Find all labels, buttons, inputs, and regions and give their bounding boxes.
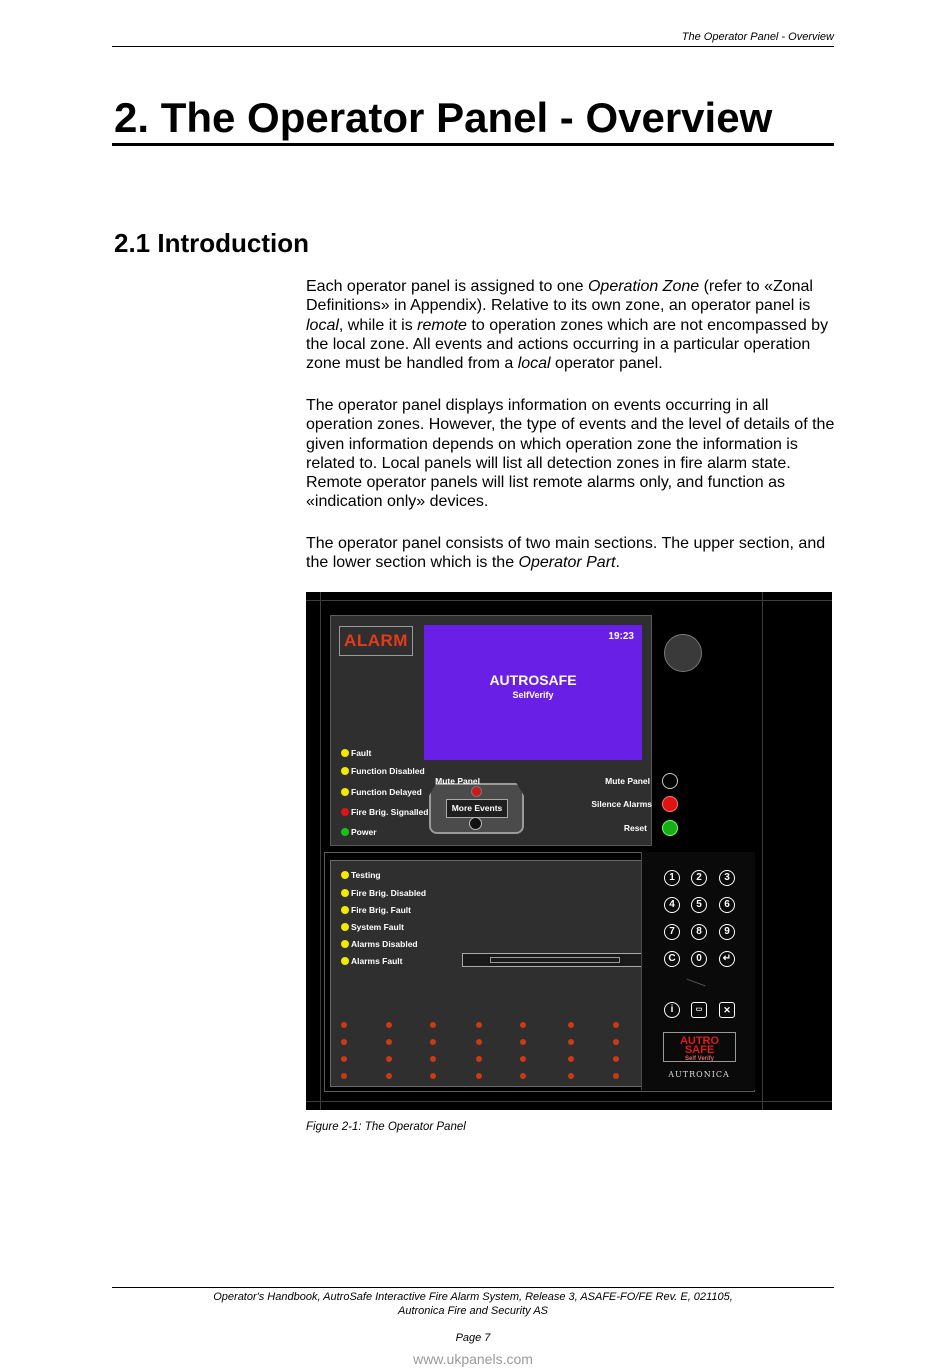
header-rule: [112, 46, 834, 47]
frame-line: [762, 592, 763, 1110]
alarm-indicator: ALARM: [339, 626, 413, 656]
autrosafe-logo: [663, 1032, 736, 1062]
led-icon: [341, 808, 349, 816]
led-label: Function Delayed: [351, 787, 422, 797]
zone-led: [386, 1073, 392, 1079]
footer-rule: [112, 1287, 834, 1288]
led-icon: [341, 749, 349, 757]
lower-section: [330, 860, 650, 1087]
logo-line-1: AUTRO: [679, 1035, 720, 1047]
led-icon: [341, 871, 349, 879]
p3-operator-part: Operator Part: [518, 554, 616, 572]
p1-operation-zone: Operation Zone: [587, 278, 700, 295]
zone-led: [341, 1073, 347, 1079]
keypad-key: 9: [719, 924, 735, 940]
p1-local: local: [306, 316, 339, 334]
zone-led: [613, 1039, 619, 1045]
led-label: Testing: [351, 870, 381, 880]
zone-led: [568, 1022, 574, 1028]
page-number: Page 7: [455, 1332, 491, 1344]
led-icon: [341, 940, 349, 948]
operator-panel-figure: [306, 592, 832, 1110]
zone-led: [386, 1022, 392, 1028]
keypad-key: 2: [691, 870, 707, 886]
reset-label: Reset: [623, 823, 647, 833]
zone-led: [430, 1073, 436, 1079]
frame-line: [306, 1101, 832, 1102]
screen-clock: 19:23: [608, 631, 634, 642]
led-icon: [341, 906, 349, 914]
keypad-key: 6: [719, 897, 735, 913]
footer-line-1: Operator's Handbook, AutroSafe Interactive Fire Alarm System, Release 3, ASAFE-FO/FE Rev. E, 021105,: [213, 1291, 733, 1303]
p1-remote: remote: [417, 316, 467, 334]
frame-line: [306, 600, 832, 601]
keypad-key: 8: [691, 924, 707, 940]
upper-section: [330, 615, 652, 846]
zone-led: [520, 1039, 526, 1045]
keypad-key: C: [664, 951, 680, 967]
zone-led: [341, 1039, 347, 1045]
zone-led: [430, 1056, 436, 1062]
led-icon: [341, 788, 349, 796]
watermark: www.ukpanels.com: [413, 1351, 533, 1367]
book-icon: ▭: [691, 1002, 707, 1018]
logo-line-2: SAFE: [684, 1044, 715, 1056]
zone-led: [386, 1056, 392, 1062]
zone-led: [341, 1056, 347, 1062]
p1-text-d: to operation zones which are not encompassed by the local zone. All events and actions occurring in a particular operation zone must be handled from a: [306, 316, 829, 373]
zone-led: [520, 1056, 526, 1062]
keypad-key: 3: [719, 870, 735, 886]
keypad-section: [641, 852, 755, 1090]
display-screen: [424, 625, 642, 760]
led-icon: [341, 923, 349, 931]
mute-panel-label: Mute Panel: [435, 776, 480, 786]
zone-led: [520, 1073, 526, 1079]
keypad-key: 5: [691, 897, 707, 913]
title-rule: [112, 143, 834, 146]
led-icon: [341, 957, 349, 965]
zone-led: [568, 1056, 574, 1062]
silence-alarms-button: [662, 796, 678, 812]
zone-led: [476, 1073, 482, 1079]
zone-led: [613, 1056, 619, 1062]
mute-panel-button: [662, 773, 678, 789]
keypad-key: 4: [664, 897, 680, 913]
p1-text-b: (refer to «Zonal Definitions» in Appendix). Relative to its own zone, an operator panel is: [306, 278, 813, 315]
footer-line-2: Autronica Fire and Security AS: [398, 1305, 548, 1317]
zone-led: [568, 1039, 574, 1045]
more-events-knob: [469, 817, 482, 830]
paragraph-1: [306, 277, 836, 373]
paragraph-3: [306, 534, 836, 573]
led-label: Fault: [351, 748, 372, 758]
reset-button: [662, 820, 678, 836]
zone-led: [341, 1022, 347, 1028]
zone-led: [476, 1022, 482, 1028]
keypad-key: ↵: [719, 951, 735, 967]
info-icon: i: [664, 1002, 680, 1018]
buzzer-icon: [664, 634, 702, 672]
zone-led: [613, 1022, 619, 1028]
printer-slot: [462, 953, 646, 967]
chapter-title: 2. The Operator Panel - Overview: [114, 94, 773, 141]
zone-led: [476, 1056, 482, 1062]
zone-led: [476, 1039, 482, 1045]
p1-local-2: local: [517, 355, 551, 373]
led-label: Fire Brig. Fault: [351, 905, 411, 915]
zone-led: [613, 1073, 619, 1079]
printer-slot-inner: [490, 957, 620, 963]
keypad-divider: [686, 979, 705, 987]
paragraph-2: [306, 396, 836, 512]
zone-led: [568, 1073, 574, 1079]
screen-brand: AUTROSAFE: [489, 672, 577, 688]
p1-text-e: operator panel.: [550, 355, 663, 373]
frame-line: [320, 592, 321, 1110]
p1-text-a: Each operator panel is assigned to one: [306, 278, 588, 295]
cancel-icon: ✕: [719, 1002, 735, 1018]
led-icon: [341, 828, 349, 836]
led-label: Function Disabled: [351, 766, 425, 776]
led-label: System Fault: [351, 922, 404, 932]
p3-text-a: The operator panel consists of two main sections. The upper section, and the lower section which is the: [306, 535, 826, 572]
keypad-key: 1: [664, 870, 680, 886]
led-label: Fire Brig. Signalled: [351, 807, 429, 817]
section-title: 2.1 Introduction: [114, 228, 309, 258]
more-events-button: More Events: [446, 799, 508, 818]
p2-text: The operator panel displays information on events occurring in all operation zones. However, the type of events and the level of details of the given information depends on which operation zone the information is related to. Local panels will list all detection zones in fire alarm state. Remote operator panels will list remote alarms only, and function as «indication only» devices.: [306, 397, 835, 511]
zone-led: [430, 1039, 436, 1045]
silence-alarms-label: Silence Alarms: [591, 799, 652, 809]
zone-led: [520, 1022, 526, 1028]
figure-caption: Figure 2-1: The Operator Panel: [306, 1121, 466, 1133]
running-header: The Operator Panel - Overview: [681, 31, 834, 43]
logo-line-3: Self Verify: [684, 1056, 714, 1062]
more-events-led: [471, 786, 482, 797]
keypad-key: 0: [691, 951, 707, 967]
mute-panel-text: Mute Panel: [605, 776, 650, 786]
led-label: Fire Brig. Disabled: [351, 888, 427, 898]
p1-text-c: , while it is: [338, 316, 418, 334]
screen-subtitle: SelfVerify: [512, 690, 554, 700]
led-label: Alarms Fault: [351, 956, 403, 966]
led-label: Alarms Disabled: [351, 939, 418, 949]
keypad-key: 7: [664, 924, 680, 940]
autronica-logo: AUTRONICA: [668, 1070, 730, 1079]
zone-led: [430, 1022, 436, 1028]
zone-led: [386, 1039, 392, 1045]
led-icon: [341, 767, 349, 775]
led-label: Power: [351, 827, 377, 837]
p3-text-b: .: [615, 554, 620, 572]
led-icon: [341, 889, 349, 897]
